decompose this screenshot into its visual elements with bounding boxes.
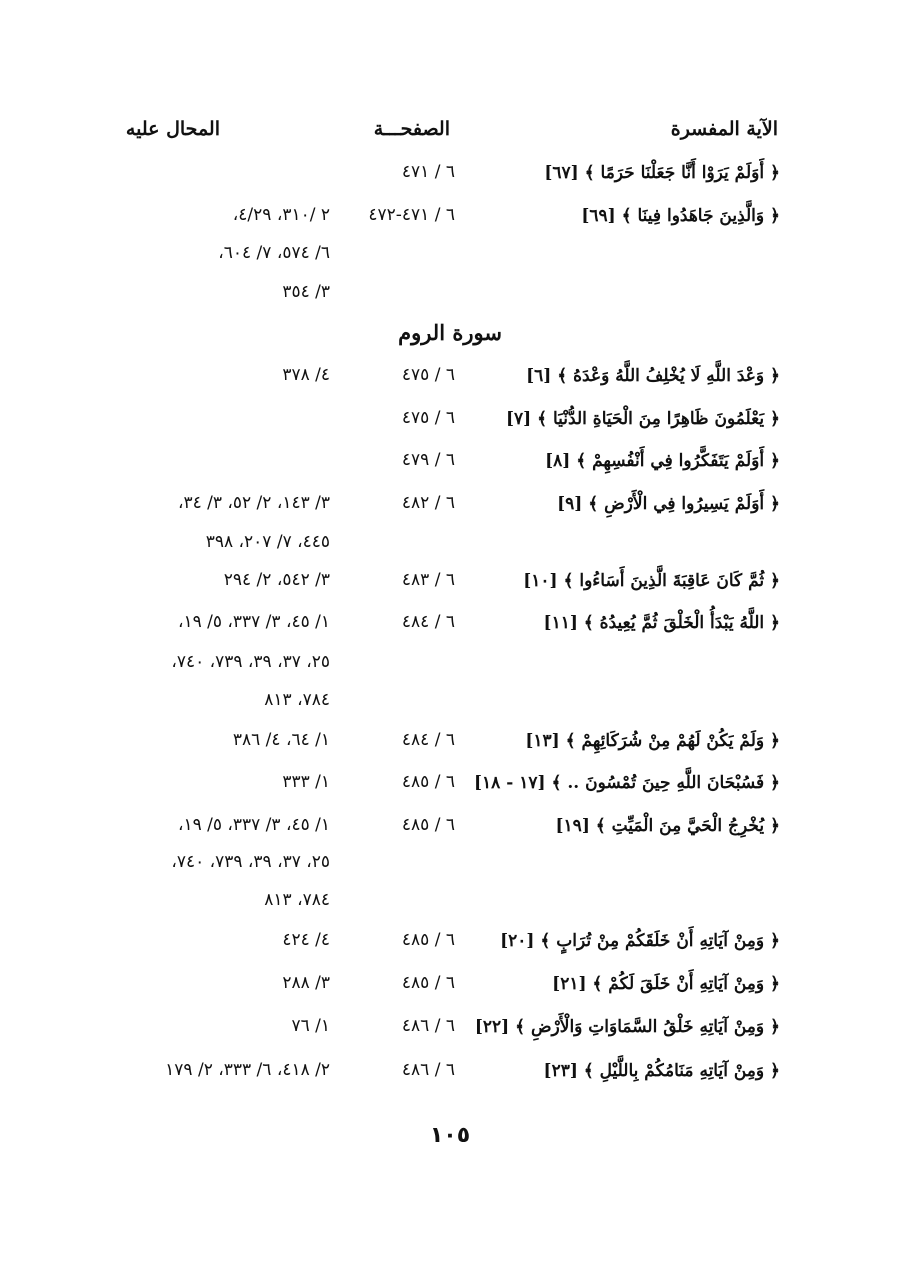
table-row (100, 815, 800, 847)
page-ref: ٦ / ٤٨٦ (401, 1016, 455, 1036)
table-row (100, 450, 800, 482)
page-ref: ٦ / ٤٧١ (401, 162, 455, 182)
cross-ref: ١/ ٤٥، ٣/ ٣٣٧، ٥/ ١٩، (177, 612, 330, 632)
table-row (100, 162, 800, 194)
verse-text: ﴿ وَعْدَ اللَّهِ لَا يُخْلِفُ اللَّهُ وَعْدَهُ ﴾ [٦] (526, 366, 780, 386)
table-row (100, 612, 800, 644)
table-row (100, 1060, 800, 1092)
page-ref: ٦ / ٤٨٣ (401, 570, 455, 590)
cross-ref-continuation: ٧٨٤، ٨١٣ (264, 690, 330, 710)
cross-ref: ٣/ ٢٨٨ (282, 973, 330, 993)
verse-text: ﴿ وَمِنْ آيَاتِهِ مَنَامُكُمْ بِاللَّيْلِ ﴾ [٢٣] (543, 1061, 780, 1081)
verse-text: ﴿ اللَّهُ يَبْدَأُ الْخَلْقَ ثُمَّ يُعِيدُهُ ﴾ [١١] (543, 613, 780, 633)
cross-ref-continuation: ٣/ ٣٥٤ (282, 282, 330, 302)
table-row (100, 365, 800, 397)
header-page: الصفحـــة (373, 118, 450, 140)
table-row (100, 205, 800, 237)
table-header (100, 118, 800, 148)
page-ref: ٦ / ٤٨٤ (401, 612, 455, 632)
table-row (100, 973, 800, 1005)
cross-ref: ٤/ ٣٧٨ (282, 365, 330, 385)
verse-text: ﴿ وَالَّذِينَ جَاهَدُوا فِينَا ﴾ [٦٩] (581, 206, 780, 226)
table-row (100, 930, 800, 962)
verse-text: ﴿ أَوَلَمْ يَسِيرُوا فِي الْأَرْضِ ﴾ [٩] (557, 494, 780, 514)
cross-ref-continuation: ٢٥، ٣٧، ٣٩، ٧٣٩، ٧٤٠، (171, 852, 330, 872)
verse-text: ﴿ وَمِنْ آيَاتِهِ أَنْ خَلَقَكُمْ مِنْ تُرَابٍ ﴾ [٢٠] (500, 931, 780, 951)
verse-text: ﴿ ثُمَّ كَانَ عَاقِبَةَ الَّذِينَ أَسَاءُوا ﴾ [١٠] (523, 571, 780, 591)
page-ref: ٦ / ٤٧٥ (401, 365, 455, 385)
page-ref: ٦ / ٤٧١-٤٧٢ (368, 205, 455, 225)
table-row (100, 730, 800, 762)
cross-ref: ٣/ ٥٤٢، ٢/ ٢٩٤ (223, 570, 330, 590)
cross-ref: ١/ ٣٣٣ (282, 772, 330, 792)
cross-ref: ٢/ ٤١٨، ٦/ ٣٣٣، ٢/ ١٧٩ (165, 1060, 330, 1080)
verse-text: ﴿ فَسُبْحَانَ اللَّهِ حِينَ تُمْسُونَ .. ﴾ [١٧ - ١٨] (474, 773, 780, 793)
cross-ref: ٢ /٣١٠، ٤/٢٩، (232, 205, 330, 225)
page-ref: ٦ / ٤٨٦ (401, 1060, 455, 1080)
cross-ref-continuation: ٤٤٥، ٧/ ٢٠٧، ٣٩٨ (205, 532, 330, 552)
verse-text: ﴿ أَوَلَمْ يَرَوْا أَنَّا جَعَلْنَا حَرَمًا ﴾ [٦٧] (544, 163, 780, 183)
cross-ref-continuation: ٦/ ٥٧٤، ٧/ ٦٠٤، (218, 243, 330, 263)
table-row (100, 570, 800, 602)
section-title: سورة الروم (398, 320, 502, 345)
page-ref: ٦ / ٤٨٥ (401, 973, 455, 993)
cross-ref: ١/ ٧٦ (291, 1016, 330, 1036)
verse-text: ﴿ يَعْلَمُونَ ظَاهِرًا مِنَ الْحَيَاةِ الدُّنْيَا ﴾ [٧] (505, 409, 780, 429)
verse-text: ﴿ وَلَمْ يَكُنْ لَهُمْ مِنْ شُرَكَائِهِمْ ﴾ [١٣] (525, 731, 780, 751)
table-row (100, 772, 800, 804)
verse-text: ﴿ وَمِنْ آيَاتِهِ خَلْقُ السَّمَاوَاتِ وَالْأَرْضِ ﴾ [٢٢] (474, 1017, 780, 1037)
page-ref: ٦ / ٤٧٩ (401, 450, 455, 470)
table-row (100, 408, 800, 440)
cross-ref: ٣/ ١٤٣، ٢/ ٥٢، ٣/ ٣٤، (177, 493, 330, 513)
page-ref: ٦ / ٤٨٥ (401, 772, 455, 792)
table-row (100, 493, 800, 525)
cross-ref: ١/ ٤٥، ٣/ ٣٣٧، ٥/ ١٩، (177, 815, 330, 835)
page-ref: ٦ / ٤٨٥ (401, 930, 455, 950)
page-ref: ٦ / ٤٨٤ (401, 730, 455, 750)
table-row (100, 1016, 800, 1048)
cross-ref: ٤/ ٤٢٤ (282, 930, 330, 950)
verse-text: ﴿ وَمِنْ آيَاتِهِ أَنْ خَلَقَ لَكُمْ ﴾ [٢١] (552, 974, 780, 994)
verse-text: ﴿ أَوَلَمْ يَتَفَكَّرُوا فِي أَنْفُسِهِمْ ﴾ [٨] (545, 451, 780, 471)
page-ref: ٦ / ٤٨٢ (401, 493, 455, 513)
page-number: ١٠٥ (429, 1123, 471, 1148)
cross-ref-continuation: ٧٨٤، ٨١٣ (264, 890, 330, 910)
header-verse: الآية المفسرة (670, 118, 778, 140)
page-ref: ٦ / ٤٧٥ (401, 408, 455, 428)
cross-ref: ١/ ٦٤، ٤/ ٣٨٦ (232, 730, 330, 750)
page-ref: ٦ / ٤٨٥ (401, 815, 455, 835)
header-ref: المحال عليه (125, 118, 220, 140)
cross-ref-continuation: ٢٥، ٣٧، ٣٩، ٧٣٩، ٧٤٠، (171, 652, 330, 672)
verse-text: ﴿ يُخْرِجُ الْحَيَّ مِنَ الْمَيِّتِ ﴾ [١٩] (555, 816, 780, 836)
